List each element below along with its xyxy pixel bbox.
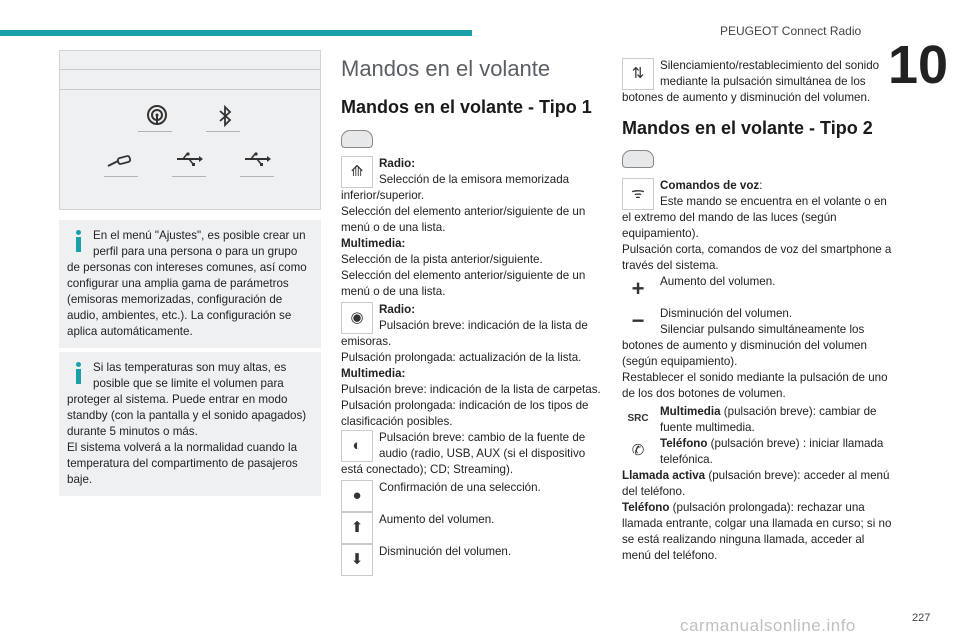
control-item: SRC Multimedia (pulsación breve): cambiar de fuente multimedia. [622, 404, 892, 436]
control-item: ⟰ Radio: Selección de la emisora memorizada inferior/superior. Selección del elemento anterior/siguiente de un menú o de una lista. Multimedia: Selección de la pista anterior/siguiente. Selección del elemento anterior/siguiente de un menú o de una lista. [341, 157, 586, 298]
jack-icon [104, 153, 134, 171]
confirm-button-icon: ● [341, 480, 373, 512]
control-item: ✆ Teléfono (pulsación breve) : iniciar llamada telefónica. [622, 436, 892, 468]
info-icon [67, 360, 93, 386]
info-note-profiles [59, 220, 321, 348]
wireless-icon [142, 103, 172, 130]
bluetooth-icon [210, 105, 240, 130]
control-text: Llamada activa (pulsación breve): acceder al menú del teléfono. Teléfono (pulsación prolongada): rechazar una llamada entrante, colgar una llamada en curso; si no se está realizando ninguna llamada, acceder al menú del teléfono. [622, 469, 892, 562]
control-item: ᯤ Comandos de voz: Este mando se encuentra en el volante o en el extremo del mando de las luces (según equipamiento). Pulsación corta, comandos de voz del smartphone a través del sistema. [622, 179, 892, 272]
info-note-temperature [59, 352, 321, 496]
source-button-icon: ◐ [341, 430, 373, 462]
page-number: 227 [912, 612, 931, 624]
note-text: Si las temperaturas son muy altas, es posible que se limite el volumen para proteger al sistema. Puede entrar en modo standby (con la pantalla y el sonido apagados) durante 5 minutos o más. [67, 361, 307, 438]
section-subtitle-type1: Mandos en el volante - Tipo 1 [341, 97, 592, 117]
stalk-end-button-icon: ◉ [341, 302, 373, 334]
volume-down-icon: ⬇ [341, 544, 373, 576]
section-subtitle-type2: Mandos en el volante - Tipo 2 [622, 118, 873, 138]
usb-icon [174, 151, 204, 170]
note-text: En el menú "Ajustes", es posible crear un perfil para una persona o para un grupo de personas con intereses comunes, así como configurar una amplia gama de parámetros (emisoras memorizadas, configuración de audio, ambientes, etc.). La configuración se aplica automáticamente. [67, 229, 307, 338]
control-item: + Aumento del volumen. [622, 274, 892, 306]
plus-icon: + [622, 274, 654, 306]
header-title: PEUGEOT Connect Radio [720, 24, 862, 38]
usb-icon [242, 151, 272, 170]
watermark: carmanualsonline.info [680, 616, 856, 635]
control-item: ⬇ Disminución del volumen. [341, 544, 601, 576]
control-item: − Disminución del volumen. Silenciar pulsando simultáneamente los botones de aumento y disminución del volumen (según equipamiento). Restablecer el sonido mediante la pulsación de uno de los dos botones de volumen. [622, 307, 888, 400]
panel-divider [60, 69, 320, 70]
mute-buttons-icon: ⇅ [622, 58, 654, 90]
minus-icon: − [622, 306, 654, 338]
phone-icon: ✆ [622, 436, 654, 468]
note-text: El sistema volverá a la normalidad cuando la temperatura del compartimento de pasajeros baje. [67, 441, 298, 486]
steering-control-icon [341, 130, 373, 148]
section-title: Mandos en el volante [341, 56, 551, 81]
chapter-number: 10 [888, 35, 949, 95]
stalk-buttons-icon: ⟰ [341, 156, 373, 188]
voice-command-icon: ᯤ [622, 178, 654, 210]
header-accent-bar [0, 30, 472, 36]
steering-wheel-icon [622, 150, 654, 168]
src-button-icon: SRC [622, 404, 654, 436]
control-item: ● Confirmación de una selección. [341, 480, 601, 512]
ports-illustration [59, 50, 321, 210]
control-item: ◉ Radio: Pulsación breve: indicación de la lista de emisoras. Pulsación prolongada: actualización de la lista. Multimedia: Pulsación breve: indicación de la lista de carpetas. Pulsación prolongada: indicación de los tipos de clasificación posibles. [341, 303, 601, 428]
volume-up-icon: ⬆ [341, 512, 373, 544]
control-item: ⬆ Aumento del volumen. [341, 512, 601, 544]
control-item: ⇅ Silenciamiento/restablecimiento del sonido mediante la pulsación simultánea de los botones de aumento y disminución del volumen. [622, 59, 880, 104]
control-item: ◐ Pulsación breve: cambio de la fuente de audio (radio, USB, AUX (si el dispositivo está conectado); CD; Streaming). [341, 431, 586, 476]
panel-divider [60, 89, 320, 90]
info-icon [67, 228, 93, 254]
